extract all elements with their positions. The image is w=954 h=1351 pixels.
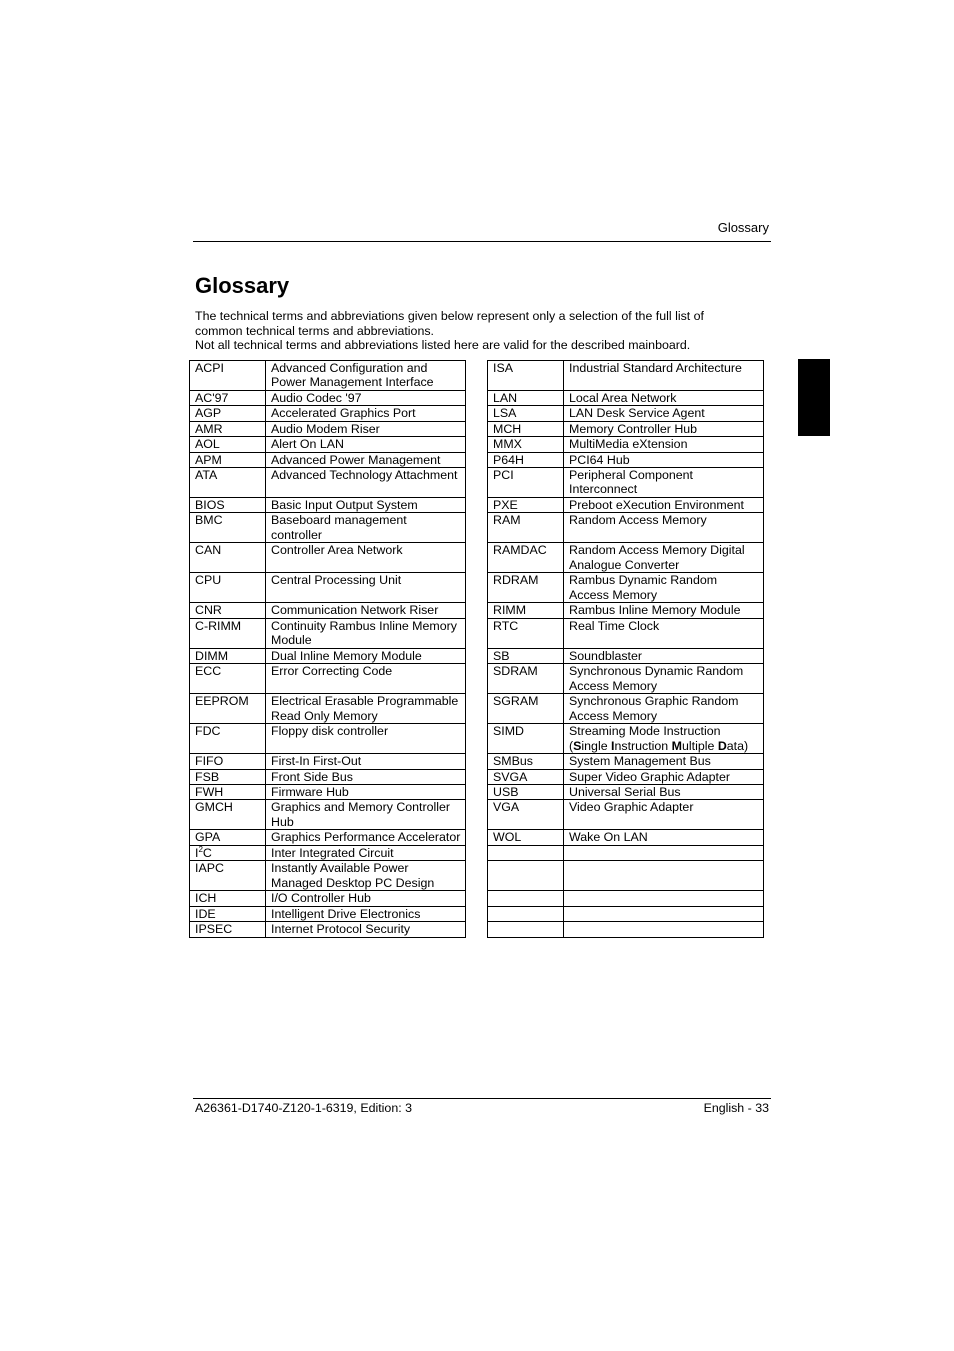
table-row — [488, 513, 764, 543]
term-cell: MultiMedia eXtension — [564, 437, 764, 452]
intro-paragraph — [195, 309, 775, 353]
abbreviation-cell: C-RIMM — [190, 618, 266, 648]
abbreviation-cell: ATA — [190, 468, 266, 498]
term-cell — [564, 861, 764, 891]
header-rule — [193, 241, 771, 242]
abbreviation-cell: CPU — [190, 573, 266, 603]
abbreviation-cell: DIMM — [190, 648, 266, 663]
term-cell: System Management Bus — [564, 754, 764, 769]
abbreviation-cell: RAM — [488, 513, 564, 543]
table-row — [190, 906, 466, 921]
term-cell: Random Access Memory — [564, 513, 764, 543]
abbreviation-cell: IDE — [190, 906, 266, 921]
page-title: Glossary — [195, 273, 290, 298]
table-row — [488, 618, 764, 648]
term-cell: Real Time Clock — [564, 618, 764, 648]
table-row — [190, 891, 466, 906]
abbreviation-cell: PXE — [488, 498, 564, 513]
abbreviation-cell: CNR — [190, 603, 266, 618]
abbreviation-cell: RTC — [488, 618, 564, 648]
table-row — [488, 406, 764, 421]
table-row — [488, 694, 764, 724]
table-row — [488, 361, 764, 391]
term-cell: Baseboard management controller — [266, 513, 466, 543]
footer-rule — [193, 1098, 771, 1099]
abbreviation-cell — [488, 906, 564, 921]
abbreviation-cell: SDRAM — [488, 664, 564, 694]
table-row — [488, 437, 764, 452]
term-cell: PCI64 Hub — [564, 452, 764, 467]
term-cell: Rambus Dynamic Random Access Memory — [564, 573, 764, 603]
abbreviation-cell: AGP — [190, 406, 266, 421]
abbreviation-cell: P64H — [488, 452, 564, 467]
term-cell: Local Area Network — [564, 391, 764, 406]
intro-line: common technical terms and abbreviations. — [195, 323, 434, 338]
abbreviation-cell: ISA — [488, 361, 564, 391]
term-cell: I/O Controller Hub — [266, 891, 466, 906]
term-cell: Floppy disk controller — [266, 724, 466, 754]
table-row — [488, 830, 764, 845]
table-row — [190, 769, 466, 784]
table-row — [190, 922, 466, 937]
term-cell: Electrical Erasable Programmable Read Only Memory — [266, 694, 466, 724]
table-row — [190, 513, 466, 543]
abbreviation-cell: FSB — [190, 769, 266, 784]
abbreviation-cell: SB — [488, 648, 564, 663]
table-row — [488, 845, 764, 860]
table-row — [190, 452, 466, 467]
table-row — [190, 830, 466, 845]
term-cell: Front Side Bus — [266, 769, 466, 784]
abbreviation-cell: FWH — [190, 785, 266, 800]
table-row — [488, 543, 764, 573]
table-row — [488, 785, 764, 800]
term-cell: Accelerated Graphics Port — [266, 406, 466, 421]
abbreviation-cell: VGA — [488, 800, 564, 830]
term-cell: Synchronous Graphic Random Access Memory — [564, 694, 764, 724]
page-number: English - 33 — [703, 1101, 769, 1115]
abbreviation-cell: PCI — [488, 468, 564, 498]
abbreviation-cell: IPSEC — [190, 922, 266, 937]
table-row — [190, 664, 466, 694]
term-cell: Inter Integrated Circuit — [266, 845, 466, 860]
term-cell: Advanced Power Management — [266, 452, 466, 467]
term-cell: LAN Desk Service Agent — [564, 406, 764, 421]
term-cell: Universal Serial Bus — [564, 785, 764, 800]
term-cell: Advanced Technology Attachment — [266, 468, 466, 498]
abbreviation-cell: BMC — [190, 513, 266, 543]
term-cell: First-In First-Out — [266, 754, 466, 769]
abbreviation-cell: SMBus — [488, 754, 564, 769]
abbreviation-cell: SIMD — [488, 724, 564, 754]
abbreviation-cell: LSA — [488, 406, 564, 421]
term-cell: Controller Area Network — [266, 543, 466, 573]
table-row — [488, 421, 764, 436]
term-cell: Industrial Standard Architecture — [564, 361, 764, 391]
table-row — [190, 573, 466, 603]
abbreviation-cell: ECC — [190, 664, 266, 694]
table-row — [488, 906, 764, 921]
term-cell: Firmware Hub — [266, 785, 466, 800]
abbreviation-cell: GPA — [190, 830, 266, 845]
abbreviation-cell: RDRAM — [488, 573, 564, 603]
term-cell: Synchronous Dynamic Random Access Memory — [564, 664, 764, 694]
abbreviation-cell: ICH — [190, 891, 266, 906]
table-row — [190, 724, 466, 754]
term-cell: Audio Codec '97 — [266, 391, 466, 406]
table-row — [488, 664, 764, 694]
abbreviation-cell: CAN — [190, 543, 266, 573]
table-row — [190, 800, 466, 830]
table-row — [190, 861, 466, 891]
table-row — [488, 891, 764, 906]
abbreviation-cell: $I^2C$ — [190, 845, 266, 860]
abbreviation-cell: RAMDAC — [488, 543, 564, 573]
abbreviation-cell: ACPI — [190, 361, 266, 391]
table-row — [488, 498, 764, 513]
document-id: A26361-D1740-Z120-1-6319, Edition: 3 — [195, 1101, 412, 1115]
term-cell: Basic Input Output System — [266, 498, 466, 513]
abbreviation-cell: FDC — [190, 724, 266, 754]
table-row — [190, 406, 466, 421]
term-cell: Error Correcting Code — [266, 664, 466, 694]
term-cell: Streaming Mode Instruction (Single Instruction Multiple Data) — [564, 724, 764, 754]
running-header: Glossary — [717, 220, 769, 235]
term-cell: Continuity Rambus Inline Memory Module — [266, 618, 466, 648]
term-cell: Alert On LAN — [266, 437, 466, 452]
table-row — [488, 468, 764, 498]
term-cell: Graphics Performance Accelerator — [266, 830, 466, 845]
table-row — [190, 648, 466, 663]
term-cell: Random Access Memory Digital Analogue Converter — [564, 543, 764, 573]
abbreviation-cell: SGRAM — [488, 694, 564, 724]
abbreviation-cell: GMCH — [190, 800, 266, 830]
abbreviation-cell: SVGA — [488, 769, 564, 784]
abbreviation-cell: AC'97 — [190, 391, 266, 406]
abbreviation-cell: MCH — [488, 421, 564, 436]
abbreviation-cell — [488, 861, 564, 891]
term-cell: Instantly Available Power Managed Desktop PC Design — [266, 861, 466, 891]
table-row — [488, 861, 764, 891]
term-cell: Intelligent Drive Electronics — [266, 906, 466, 921]
term-cell: Preboot eXecution Environment — [564, 498, 764, 513]
abbreviation-cell: USB — [488, 785, 564, 800]
term-cell: Internet Protocol Security — [266, 922, 466, 937]
term-cell: Graphics and Memory Controller Hub — [266, 800, 466, 830]
table-row — [190, 754, 466, 769]
term-cell: Central Processing Unit — [266, 573, 466, 603]
table-row — [190, 421, 466, 436]
abbreviation-cell: EEPROM — [190, 694, 266, 724]
abbreviation-cell: IAPC — [190, 861, 266, 891]
table-row — [190, 437, 466, 452]
abbreviation-cell — [488, 922, 564, 937]
term-cell: Peripheral Component Interconnect — [564, 468, 764, 498]
abbreviation-cell: APM — [190, 452, 266, 467]
abbreviation-cell: BIOS — [190, 498, 266, 513]
abbreviation-cell: WOL — [488, 830, 564, 845]
abbreviation-cell: AOL — [190, 437, 266, 452]
table-row — [488, 452, 764, 467]
term-cell — [564, 922, 764, 937]
term-cell — [564, 891, 764, 906]
abbreviation-cell: AMR — [190, 421, 266, 436]
abbreviation-cell: MMX — [488, 437, 564, 452]
abbreviation-cell: FIFO — [190, 754, 266, 769]
table-row — [190, 498, 466, 513]
glossary-table-left — [189, 360, 466, 938]
table-row — [488, 603, 764, 618]
table-row — [190, 468, 466, 498]
intro-line: Not all technical terms and abbreviations listed here are valid for the described mainboard. — [195, 338, 691, 352]
table-row — [190, 845, 466, 860]
glossary-table-right — [487, 360, 764, 938]
table-row — [488, 769, 764, 784]
table-row — [190, 694, 466, 724]
chapter-thumb-tab — [798, 359, 830, 436]
term-cell — [564, 845, 764, 860]
term-cell: Video Graphic Adapter — [564, 800, 764, 830]
abbreviation-cell: RIMM — [488, 603, 564, 618]
term-cell: Advanced Configuration and Power Management Interface — [266, 361, 466, 391]
term-cell — [564, 906, 764, 921]
table-row — [488, 800, 764, 830]
table-row — [488, 573, 764, 603]
table-row — [190, 603, 466, 618]
table-row — [488, 648, 764, 663]
table-row — [488, 922, 764, 937]
table-row — [488, 754, 764, 769]
term-cell: Memory Controller Hub — [564, 421, 764, 436]
table-row — [190, 543, 466, 573]
term-cell: Communication Network Riser — [266, 603, 466, 618]
table-row — [190, 361, 466, 391]
table-row — [190, 391, 466, 406]
term-cell: Rambus Inline Memory Module — [564, 603, 764, 618]
term-cell: Audio Modem Riser — [266, 421, 466, 436]
abbreviation-cell — [488, 845, 564, 860]
abbreviation-cell — [488, 891, 564, 906]
term-cell: Dual Inline Memory Module — [266, 648, 466, 663]
table-row — [488, 724, 764, 754]
term-cell: Super Video Graphic Adapter — [564, 769, 764, 784]
term-cell: Wake On LAN — [564, 830, 764, 845]
table-row — [190, 785, 466, 800]
table-row — [488, 391, 764, 406]
term-cell: Soundblaster — [564, 648, 764, 663]
intro-line: The technical terms and abbreviations given below represent only a selection of the full list of — [195, 309, 704, 323]
abbreviation-cell: LAN — [488, 391, 564, 406]
table-row — [190, 618, 466, 648]
